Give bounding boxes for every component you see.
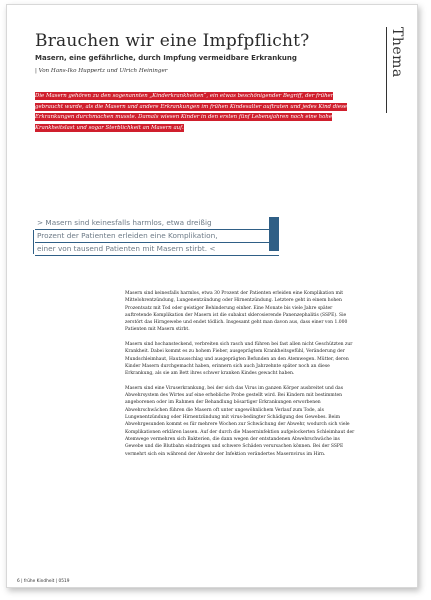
- body-paragraph: Masern sind keinesfalls harmlos, etwa 30 Prozent der Patienten erleiden eine Komplikation mit Mittelohrentzündung, Lungenentzündung oder Hirnentzündung. Letztere geht in einem hohen Prozentsatz mit Tod oder geistiger Behinderung einher. Eine Monate bis viele Jahre später auftretende Komplikation der Masern ist die subakut sklerosierende Panenzephalitis (SSPE). Sie zerstört das Hirngewebe und endet tödlich. Insgesamt geht man davon aus, dass einer von 1.000 Patienten mit Masern stirbt.: [125, 291, 348, 333]
- article-authors: | Von Hans-Iko Huppertz und Ulrich Heininger: [35, 68, 168, 74]
- pullquote-frame: [33, 230, 34, 254]
- pullquote-accent-bar: [269, 217, 279, 251]
- pullquote-line: > Masern sind keinesfalls harmlos, etwa dreißig: [35, 217, 279, 230]
- section-label-text: Thema: [389, 27, 405, 78]
- intro-text: Die Masern gehören zu den sogenannten „Kinderkrankheiten“, ein etwas beschönigender Begriff, der früher gebraucht wurde, als die Masern und andere Erkrankungen im frühen Kindesalter auftraten und jedes Kind diese Erkrankungen durchmachen musste. Damals wiesen Kinder in den ersten fünf Lebensjahren noch eine hohe Krankheitslast und sogar Sterblichkeit an Masern auf.: [35, 93, 348, 131]
- intro-paragraph: [35, 91, 355, 133]
- section-label: [386, 27, 407, 113]
- pullquote: [35, 217, 279, 256]
- magazine-page: [6, 4, 418, 588]
- body-paragraph: Masern sind hochansteckend, verbreiten sich rasch und führen bei fast allen nicht Geschützten zur Krankheit. Dabei kommt es zu hohem Fieber, ausgeprägtem Krankheitsgefühl, Veränderung der Mundschleimhaut, Hautausschlag und ausgeprägten Befunden an den Atemwegen. Mütter, deren Kinder Masern durchgemacht haben, erinnern sich auch Jahrzehnte später noch an diese Erkrankung, als sie am Bett ihres schwer kranken Kindes gewacht haben.: [125, 342, 353, 377]
- pullquote-line: Prozent der Patienten erleiden eine Komplikation,: [35, 230, 279, 243]
- article-subtitle: Masern, eine gefährliche, durch Impfung vermeidbare Erkrankung: [35, 54, 297, 62]
- article-body: [125, 290, 357, 465]
- article-title: Brauchen wir eine Impfpflicht?: [35, 31, 310, 51]
- pullquote-line: einer von tausend Patienten mit Masern stirbt. <: [35, 243, 279, 256]
- page-footer: 6 | frühe Kindheit | 0519: [17, 579, 70, 584]
- body-paragraph: Masern sind eine Viruserkrankung, bei der sich das Virus im ganzen Körper ausbreitet und das Abwehrsystem des Wirtes auf eine erhebliche Probe gestellt wird. Bei Kindern mit bestimmten angeborenen oder im Rahmen der Behandlung bösartiger Erkrankungen erworbenen Abwehrschwächen führen die Masern oft unter ungewöhnlichem Verlauf zum Tode, als Lungenentzündung oder Hirnentzündung mit virus-bedingter Schädigung des Gewebes. Beim Abwehrgesunden kommt es für mehrere Wochen zur Schwächung der Abwehr, wodurch sich viele Komplikationen erklären lassen. Auf der durch die Maserninfektion aufgelockerten Schleimhaut der Atemwege vermehren sich Bakterien, die dann wegen der entstandenen Abwehrschwäche ins Gewebe und die Blutbahn eindringen und schwere Schäden verursachen können. Bei der SSPE vermehrt sich ein während der Abwehr der Infektion verändertes Masernvirus im Hirn.: [125, 385, 355, 457]
